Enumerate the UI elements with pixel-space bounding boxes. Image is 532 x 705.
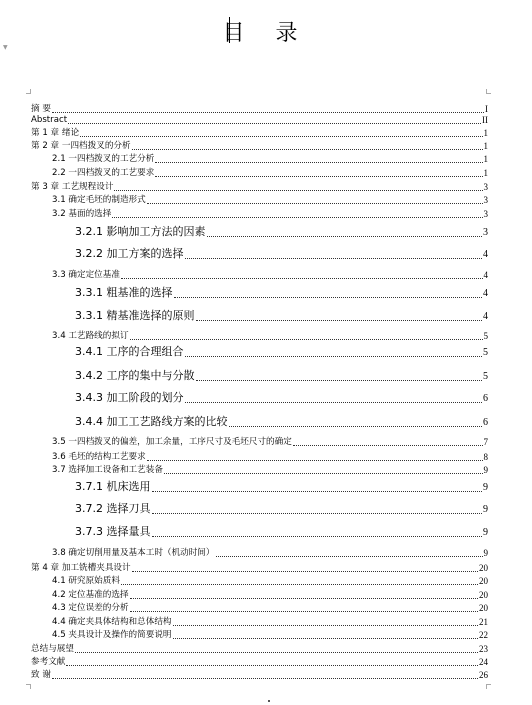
dot-leader [66,665,478,666]
toc-entry-page: 3 [483,195,488,205]
margin-corner-mark [486,89,491,94]
toc-entry-page: 9 [483,527,488,538]
toc-entry-label: 第 4 章 加工铣槽夹具设计 [31,563,131,573]
toc-entry-label: 3.3.1 粗基准的选择 [75,286,173,299]
toc-entry-label: 致 谢 [31,670,51,680]
dot-leader [130,598,478,599]
toc-entry-page: 5 [483,347,488,358]
toc-entry[interactable] [0,126,532,139]
toc-entry-page: 20 [479,576,488,586]
toc-entry[interactable] [0,615,532,628]
toc-entry[interactable] [0,343,532,359]
margin-corner-mark [26,684,31,689]
toc-entry-label: 3.4.3 加工阶段的划分 [75,391,184,404]
toc-entry-label: 3.4.4 加工工艺路线方案的比较 [75,415,228,428]
toc-entry-page: 1 [483,154,488,164]
toc-entry-label: 3.5 一四档拨叉的偏差，加工余量，工序尺寸及毛坯尺寸的确定 [52,437,292,447]
toc-entry-label: 3.3.1 精基准选择的原则 [75,309,195,322]
toc-entry[interactable] [0,435,532,448]
toc-entry-page: 6 [483,417,488,428]
toc-entry-label: 4.5 夹具设计及操作的简要说明 [52,630,172,640]
toc-entry-page: I [485,104,488,114]
toc-entry-page: 23 [479,644,488,654]
toc-entry-page: 22 [479,630,488,640]
toc-entry[interactable] [0,523,532,539]
toc-entry[interactable] [0,166,532,179]
toc-entry[interactable] [0,207,532,220]
dot-leader [293,445,483,446]
toc-entry[interactable] [0,450,532,463]
toc-entry-label: 3.1 确定毛坯的制造形式 [52,195,146,205]
toc-entry[interactable] [0,463,532,476]
toc-entry-label: 2.1 一四档拨叉的工艺分析 [52,154,155,164]
dot-leader [174,297,483,298]
toc-entry-page: 26 [479,670,488,680]
toc-entry-page: 1 [483,168,488,178]
toc-entry[interactable] [0,284,532,300]
toc-entry[interactable] [0,561,532,574]
toc-entry[interactable] [0,413,532,429]
dot-leader [173,625,478,626]
toc-entry[interactable] [0,245,532,261]
dot-leader [112,217,482,218]
toc-entry-page: 8 [483,452,488,462]
toc-entry[interactable] [0,668,532,681]
dot-leader [152,536,483,537]
toc-entry-label: 摘 要 [31,104,51,114]
dot-leader [216,556,483,557]
toc-entry-label: 第 2 章 一四档拨叉的分析 [31,141,131,151]
toc-entry[interactable] [0,367,532,383]
dot-leader [185,356,483,357]
toc-entry-page: II [482,115,488,125]
collapse-triangle-icon[interactable]: ▼ [3,44,8,51]
toc-entry-page: 4 [483,288,488,299]
margin-corner-mark [486,684,491,689]
toc-entry-page: 6 [483,393,488,404]
toc-entry[interactable] [0,500,532,516]
toc-entry[interactable] [0,268,532,281]
dot-leader [68,123,481,124]
dot-leader [152,513,483,514]
dot-leader [185,402,483,403]
dot-leader [121,278,483,279]
page-marker [268,700,270,702]
dot-leader [185,258,483,259]
toc-entry-label: 参考文献 [31,657,66,667]
dot-leader [164,473,483,474]
toc-entry-page: 4 [483,270,488,280]
dot-leader [132,149,483,150]
toc-entry[interactable] [0,113,532,126]
toc-entry-label: 3.8 确定切削用量及基本工时（机动时间） [52,548,215,558]
dot-leader [207,236,483,237]
toc-entry-page: 7 [483,437,488,447]
toc-entry-label: 3.6 毛坯的结构工艺要求 [52,452,146,462]
dot-leader [52,678,478,679]
toc-entry-page: 24 [479,657,488,667]
dot-leader [121,584,478,585]
toc-entry-page: 5 [483,331,488,341]
toc-entry-label: 总结与展望 [31,644,74,654]
toc-entry[interactable] [0,478,532,494]
toc-entry-page: 4 [483,311,488,322]
toc-entry-label: 3.7 选择加工设备和工艺装备 [52,465,163,475]
toc-entry[interactable] [0,223,532,239]
toc-entry-label: 4.4 确定夹具体结构和总体结构 [52,617,172,627]
toc-entry-page: 9 [483,504,488,515]
toc-entry[interactable] [0,389,532,405]
toc-entry[interactable] [0,193,532,206]
toc-entry-label: 3.4 工艺路线的拟订 [52,331,129,341]
dot-leader [130,339,483,340]
toc-entry-label: 4.3 定位误差的分析 [52,603,129,613]
toc-entry-label: 第 1 章 绪论 [31,128,80,138]
toc-entry[interactable] [0,628,532,641]
toc-entry[interactable] [0,574,532,587]
toc-entry[interactable] [0,546,532,559]
dot-leader [173,638,478,639]
toc-entry[interactable] [0,139,532,152]
toc-entry-label: 3.2.2 加工方案的选择 [75,247,184,260]
toc-entry-label: 2.2 一四档拨叉的工艺要求 [52,168,155,178]
toc-entry-page: 9 [483,482,488,493]
toc-entry[interactable] [0,180,532,193]
margin-corner-mark [26,89,31,94]
dot-leader [147,460,483,461]
toc-entry[interactable] [0,642,532,655]
dot-leader [114,190,482,191]
page-title: 目 录 [222,21,310,46]
dot-leader [80,136,482,137]
toc-entry-page: 20 [479,590,488,600]
toc-entry-label: 4.1 研究原始质料 [52,576,120,586]
dot-leader [75,652,478,653]
toc-entry[interactable] [0,601,532,614]
toc-entry[interactable] [0,152,532,165]
toc-entry-page: 3 [483,227,488,238]
toc-entry[interactable] [0,655,532,668]
toc-entry-label: 第 3 章 工艺规程设计 [31,182,114,192]
toc-entry-label: 3.7.3 选择量具 [75,525,151,538]
toc-entry-label: 3.4.1 工序的合理组合 [75,345,184,358]
dot-leader [152,491,483,492]
toc-entry-label: 3.3 确定定位基准 [52,270,120,280]
toc-entry-page: 1 [483,141,488,151]
toc-entry-page: 5 [483,371,488,382]
dot-leader [147,203,483,204]
dot-leader [196,320,483,321]
dot-leader [130,611,478,612]
toc-entry-page: 3 [483,209,488,219]
toc-entry[interactable] [0,307,532,323]
toc-entry-page: 21 [479,617,488,627]
dot-leader [196,380,483,381]
toc-entry[interactable] [0,329,532,342]
toc-entry-page: 9 [483,465,488,475]
toc-entry-label: 3.7.1 机床选用 [75,480,151,493]
toc-entry-label: Abstract [31,115,68,125]
dot-leader [155,176,482,177]
toc-entry-page: 20 [479,563,488,573]
toc-entry-label: 4.2 定位基准的选择 [52,590,129,600]
toc-entry-label: 3.2 基面的选择 [52,209,112,219]
toc-entry-label: 3.4.2 工序的集中与分散 [75,369,195,382]
toc-entry-page: 1 [483,128,488,138]
toc-entry-page: 3 [483,182,488,192]
dot-leader [155,162,482,163]
dot-leader [229,426,483,427]
toc-entry-page: 4 [483,249,488,260]
toc-entry-label: 3.7.2 选择刀具 [75,502,151,515]
dot-leader [132,571,478,572]
toc-entry[interactable] [0,588,532,601]
toc-entry-label: 3.2.1 影响加工方法的因素 [75,225,206,238]
toc-entry-page: 9 [483,548,488,558]
toc-entry-page: 20 [479,603,488,613]
